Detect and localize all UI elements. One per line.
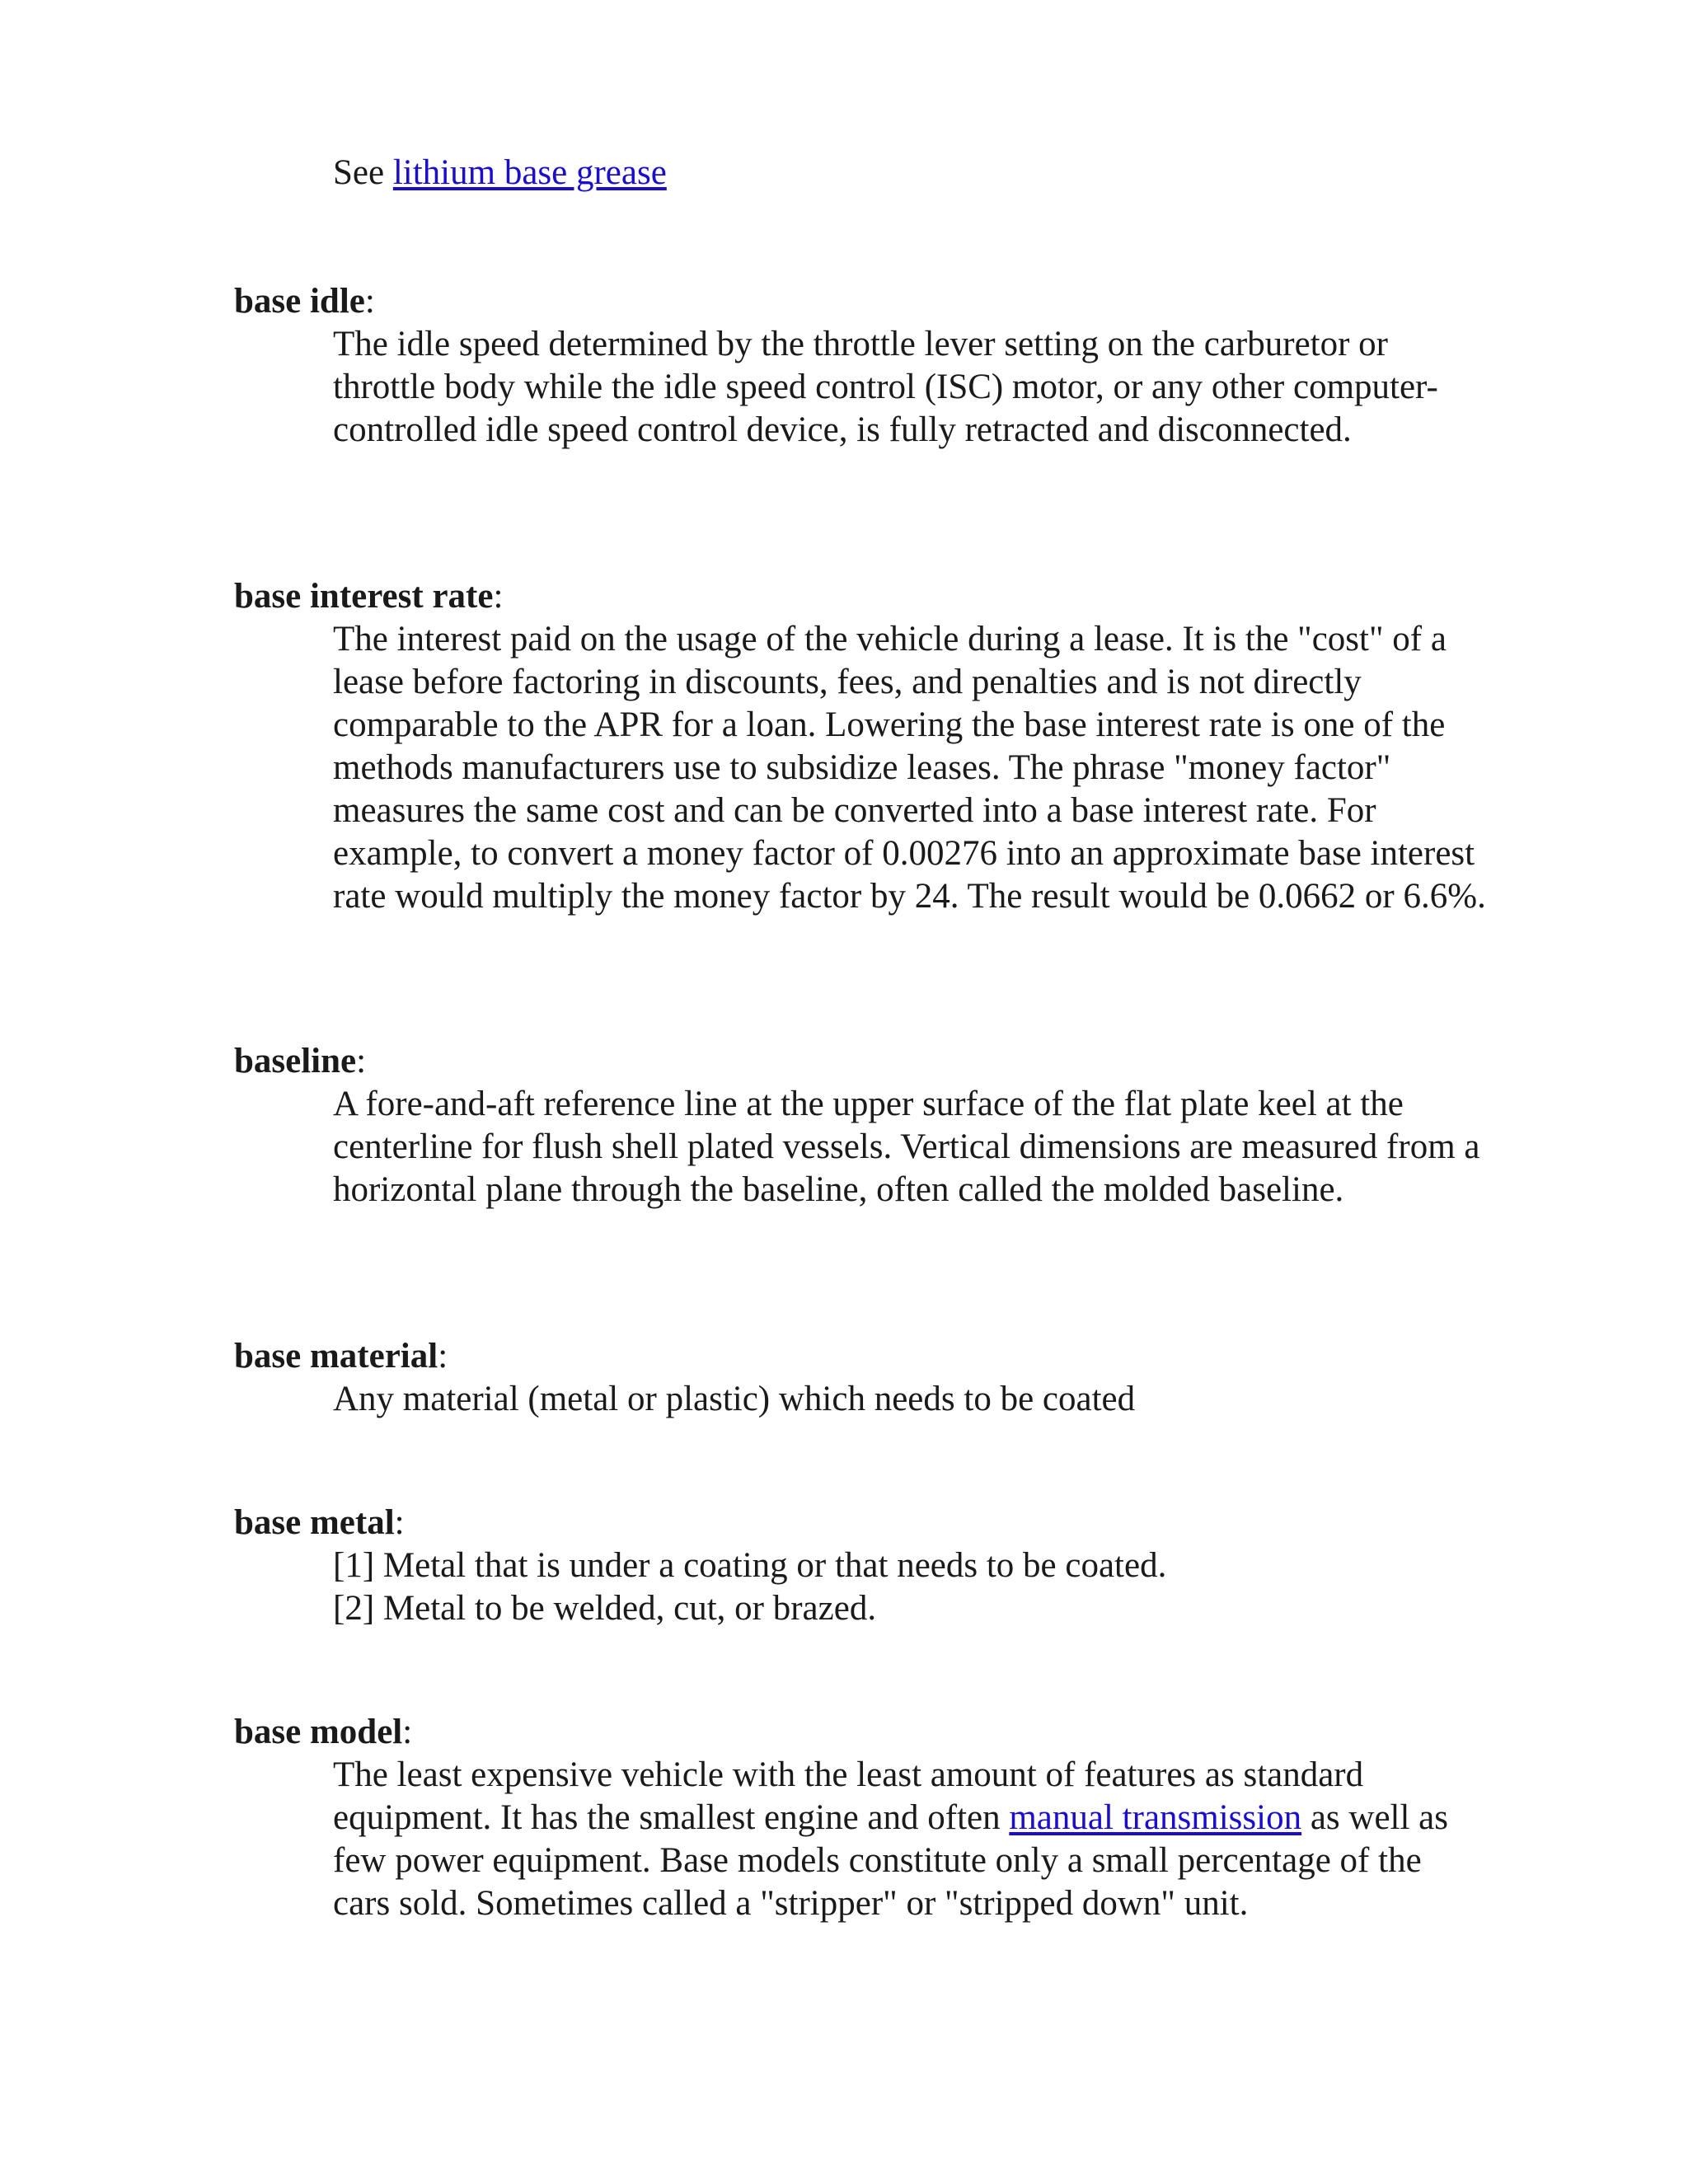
term-colon: : xyxy=(356,1042,367,1080)
definition-text xyxy=(333,1754,1487,1925)
term: base metal xyxy=(234,1503,395,1542)
definition xyxy=(333,1544,1487,1630)
term-colon: : xyxy=(402,1713,413,1751)
see-also-line xyxy=(333,152,1487,194)
entry-base-interest-rate xyxy=(234,575,1487,918)
lithium-base-grease-link[interactable]: lithium base grease xyxy=(392,153,667,192)
term-line xyxy=(234,1502,1487,1544)
entry-base-material xyxy=(234,1335,1487,1421)
term-line xyxy=(234,1040,1487,1083)
definition-text: The idle speed determined by the throttle lever setting on the carburetor or throttle body while the idle speed control (ISC) motor, or any other computer-controlled idle speed control device, is fully retracted and disconnected. xyxy=(333,325,1438,449)
entry-base-model xyxy=(234,1711,1487,1925)
term-colon: : xyxy=(394,1503,405,1542)
see-label: See xyxy=(333,153,393,192)
term-line xyxy=(234,280,1487,323)
term: base material xyxy=(234,1337,438,1376)
definition-text: A fore-and-aft reference line at the upper surface of the flat plate keel at the centerline for flush shell plated vessels. Vertical dimensions are measured from a horizontal plane through the baseline, often called the molded baseline. xyxy=(333,1085,1480,1209)
definition-text: The interest paid on the usage of the vehicle during a lease. It is the "cost" of a lease before factoring in discounts, fees, and penalties and is not directly comparable to the APR for a loan. Lowering the base interest rate is one of the methods manufacturers use to subsidize leases. The phrase "money factor" measures the same cost and can be converted into a base interest rate. For example, to convert a money factor of 0.00276 into an approximate base interest rate would multiply the money factor by 24. The result would be 0.0662 or 6.6%. xyxy=(333,620,1486,916)
term: baseline xyxy=(234,1042,357,1080)
term: base interest rate xyxy=(234,577,494,616)
manual-transmission-link[interactable]: manual transmission xyxy=(1009,1798,1302,1837)
entry-baseline xyxy=(234,1040,1487,1212)
definition xyxy=(333,1083,1487,1212)
definition xyxy=(333,1754,1487,1925)
definition-text-after-link: as well as few power equipment. Base models constitute only a small percentage of the cars sold. Sometimes called a "stripper" or "stripped down" unit. xyxy=(333,1798,1448,1923)
entry-base-metal xyxy=(234,1502,1487,1630)
term: base idle xyxy=(234,282,365,321)
term-line xyxy=(234,1711,1487,1754)
term: base model xyxy=(234,1713,403,1751)
entry-base-idle xyxy=(234,280,1487,452)
definition xyxy=(333,323,1487,452)
term-colon: : xyxy=(493,577,504,616)
term-colon: : xyxy=(364,282,375,321)
definition xyxy=(333,618,1487,918)
definition-text: Any material (metal or plastic) which needs to be coated xyxy=(333,1380,1136,1418)
definition-line: [1] Metal that is under a coating or that needs to be coated. xyxy=(333,1546,1167,1585)
term-colon: : xyxy=(438,1337,448,1376)
definition-text-before-link: The least expensive vehicle with the least amount of features as standard equipment. It has the smallest engine and often xyxy=(333,1755,1364,1837)
term-line xyxy=(234,1335,1487,1378)
definition xyxy=(333,1378,1487,1421)
term-line xyxy=(234,575,1487,618)
definition-line: [2] Metal to be welded, cut, or brazed. xyxy=(333,1589,877,1628)
